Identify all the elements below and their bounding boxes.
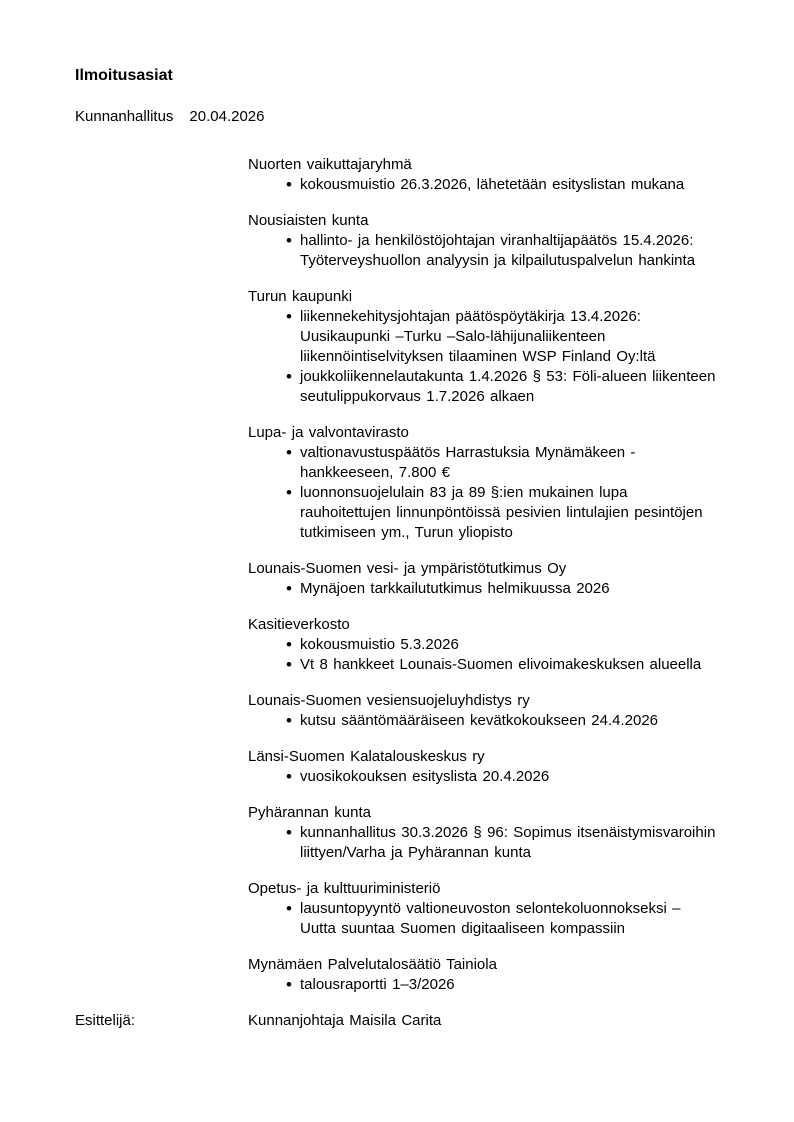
bullet-list xyxy=(248,307,743,407)
bullet-item: • Mynäjoen tarkkailututkimus helmikuussa 2026 xyxy=(248,579,743,599)
section-kasitieverkosto xyxy=(248,615,743,675)
bullet-list xyxy=(248,175,743,195)
presenter-row xyxy=(75,1011,738,1031)
section-lupa-ja-valvontavirasto xyxy=(248,423,743,543)
bullet-list xyxy=(248,767,743,787)
bullet-list xyxy=(248,711,743,731)
bullet-item: • kutsu sääntömääräiseen kevätkokoukseen 24.4.2026 xyxy=(248,711,743,731)
meeting-date: 20.04.2026 xyxy=(189,108,265,125)
section-heading: Pyhärannan kunta xyxy=(248,804,371,821)
bullet-item: • Vt 8 hankkeet Lounais-Suomen elivoimakeskuksen alueella xyxy=(248,655,743,675)
bullet-list xyxy=(248,231,743,271)
bullet-list xyxy=(248,975,743,995)
section-nousiaisten-kunta xyxy=(248,211,743,271)
section-heading: Lounais-Suomen vesiensuojeluyhdistys ry xyxy=(248,692,530,709)
bullet-list xyxy=(248,579,743,599)
section-palvelutalosaatio-tainiola xyxy=(248,955,743,995)
bullet-item: • valtionavustuspäätös Harrastuksia Mynämäkeen - hankkeeseen, 7.800 € xyxy=(248,443,743,483)
section-heading: Opetus- ja kulttuuriministeriö xyxy=(248,880,441,897)
meeting-info-line xyxy=(75,107,738,127)
bullet-list xyxy=(248,899,743,939)
bullet-item: • kokousmuistio 5.3.2026 xyxy=(248,635,743,655)
section-heading: Nousiaisten kunta xyxy=(248,212,369,229)
presenter-label: Esittelijä: xyxy=(75,1012,136,1029)
section-heading: Mynämäen Palvelutalosäätiö Tainiola xyxy=(248,956,497,973)
section-pyharannan-kunta xyxy=(248,803,743,863)
section-opetus-ja-kulttuuriministerio xyxy=(248,879,743,939)
bullet-item: • vuosikokouksen esityslista 20.4.2026 xyxy=(248,767,743,787)
bullet-item: • kunnanhallitus 30.3.2026 § 96: Sopimus itsenäistymisvaroihin liittyen/Varha ja Pyhärannan kunta xyxy=(248,823,743,863)
bullet-item: • hallinto- ja henkilöstöjohtajan viranhaltijapäätös 15.4.2026: Työterveyshuollon analyysin ja kilpailutuspalvelun hankinta xyxy=(248,231,743,271)
presenter-name: Kunnanjohtaja Maisila Carita xyxy=(248,1012,442,1029)
committee-name: Kunnanhallitus xyxy=(75,108,174,125)
section-heading: Turun kaupunki xyxy=(248,288,353,305)
bullet-list xyxy=(248,635,743,675)
section-heading: Kasitieverkosto xyxy=(248,616,350,633)
section-kalatalouskeskus xyxy=(248,747,743,787)
bullet-list xyxy=(248,823,743,863)
bullet-item: • lausuntopyyntö valtioneuvoston selontekoluonnokseksi – Uutta suuntaa Suomen digitaaliseen kompassiin xyxy=(248,899,743,939)
page-title: Ilmoitusasiat xyxy=(75,67,173,84)
bullet-item: • kokousmuistio 26.3.2026, lähetetään esityslistan mukana xyxy=(248,175,743,195)
section-heading: Länsi-Suomen Kalatalouskeskus ry xyxy=(248,748,485,765)
section-heading: Nuorten vaikuttajaryhmä xyxy=(248,156,412,173)
bullet-item: • talousraportti 1–3/2026 xyxy=(248,975,743,995)
section-lounais-suomen-vesi xyxy=(248,559,743,599)
section-nuorten-vaikuttajaryhma xyxy=(248,155,743,195)
bullet-item: • liikennekehitysjohtajan päätöspöytäkirja 13.4.2026: Uusikaupunki –Turku –Salo-lähijunaliikenteen liikennöintiselvityksen tilaaminen WSP Finland Oy:ltä xyxy=(248,307,743,367)
section-heading: Lupa- ja valvontavirasto xyxy=(248,424,409,441)
section-vesiensuojeluyhdistys xyxy=(248,691,743,731)
bullet-item: • luonnonsuojelulain 83 ja 89 §:ien mukainen lupa rauhoitettujen linnunpöntöissä pesivien lintulajien pesintöjen tutkimiseen ym., Turun yliopisto xyxy=(248,483,743,543)
announcements-list xyxy=(248,155,743,995)
bullet-item: • joukkoliikennelautakunta 1.4.2026 § 53: Föli-alueen liikenteen seutulippukorvaus 1.7.2026 alkaen xyxy=(248,367,743,407)
section-turun-kaupunki xyxy=(248,287,743,407)
bullet-list xyxy=(248,443,743,543)
section-heading: Lounais-Suomen vesi- ja ympäristötutkimus Oy xyxy=(248,560,567,577)
